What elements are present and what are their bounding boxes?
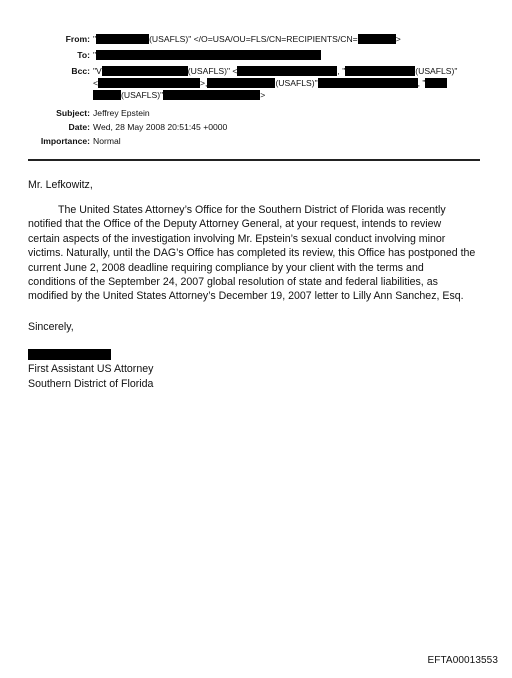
from-value <box>93 34 401 45</box>
date-value: Wed, 28 May 2008 20:51:45 +0000 <box>93 122 228 132</box>
redaction-bar <box>96 50 321 60</box>
salutation: Mr. Lefkowitz, <box>28 179 93 191</box>
bcc-text: (USAFLS)" < <box>187 66 238 76</box>
paragraph-line: certain aspects of the investigation involving Mr. Epstein’s sexual conduct involving minor <box>28 232 446 245</box>
bcc-label: Bcc: <box>71 66 90 76</box>
header-divider <box>28 159 480 161</box>
bcc-text: < <box>93 78 99 88</box>
redaction-bar <box>96 34 149 44</box>
closing: Sincerely, <box>28 321 74 333</box>
paragraph-line: victims. Naturally, until the DAG’s Office has completed its review, this Office has postponed the <box>28 247 476 260</box>
from-text: (USAFLS)" </O=USA/OU=FLS/CN=RECIPIENTS/CN= <box>149 34 358 44</box>
redaction-bar <box>102 66 188 76</box>
signature-redaction <box>28 349 111 360</box>
bcc-text: , " <box>337 66 346 76</box>
from-suffix: > <box>395 34 401 44</box>
bcc-text: (USAFLS)" <box>121 90 164 100</box>
signature-title: First Assistant US Attorney <box>28 363 154 375</box>
bcc-text: (USAFLS)" <box>275 78 318 88</box>
paragraph-line: current June 2, 2008 deadline requiring compliance by your client with the terms and <box>28 261 424 274</box>
to-prefix: " <box>93 50 97 60</box>
redaction-bar <box>163 90 260 100</box>
redaction-bar <box>207 78 275 88</box>
paragraph-line: notified that the Office of the Deputy Attorney General, at your request, intends to review <box>28 218 442 231</box>
date-label: Date: <box>68 122 90 132</box>
paragraph-line: The United States Attorney’s Office for the Southern District of Florida was recently <box>58 204 446 216</box>
bcc-text: >, <box>200 78 208 88</box>
document-id: EFTA00013553 <box>427 655 498 666</box>
subject-label: Subject: <box>56 108 90 118</box>
bcc-text: "V <box>93 66 102 76</box>
from-prefix: " <box>93 34 97 44</box>
to-value <box>93 50 321 61</box>
redaction-bar <box>345 66 415 76</box>
importance-value: Normal <box>93 136 121 146</box>
to-label: To: <box>77 50 90 60</box>
bcc-line-2 <box>93 78 447 89</box>
bcc-text: , " <box>417 78 426 88</box>
redaction-bar <box>358 34 396 44</box>
paragraph-line: modified by the United States Attorney’s December 19, 2007 letter to Lilly Ann Sanchez, Esq. <box>28 290 464 303</box>
bcc-line-1 <box>93 66 457 77</box>
subject-value: Jeffrey Epstein <box>93 108 150 118</box>
bcc-line-3 <box>93 90 265 101</box>
paragraph-line: conditions of the September 24, 2007 global resolution of state and federal liabilities, as <box>28 276 438 289</box>
body-paragraph <box>28 203 488 304</box>
importance-label: Importance: <box>40 136 90 146</box>
redaction-bar <box>98 78 200 88</box>
from-label: From: <box>65 34 90 44</box>
redaction-bar <box>93 90 121 100</box>
redaction-bar <box>237 66 337 76</box>
redaction-bar <box>318 78 418 88</box>
signature-office: Southern District of Florida <box>28 378 154 390</box>
bcc-text: (USAFLS)" <box>415 66 458 76</box>
redaction-bar <box>425 78 447 88</box>
bcc-text: > <box>260 90 266 100</box>
